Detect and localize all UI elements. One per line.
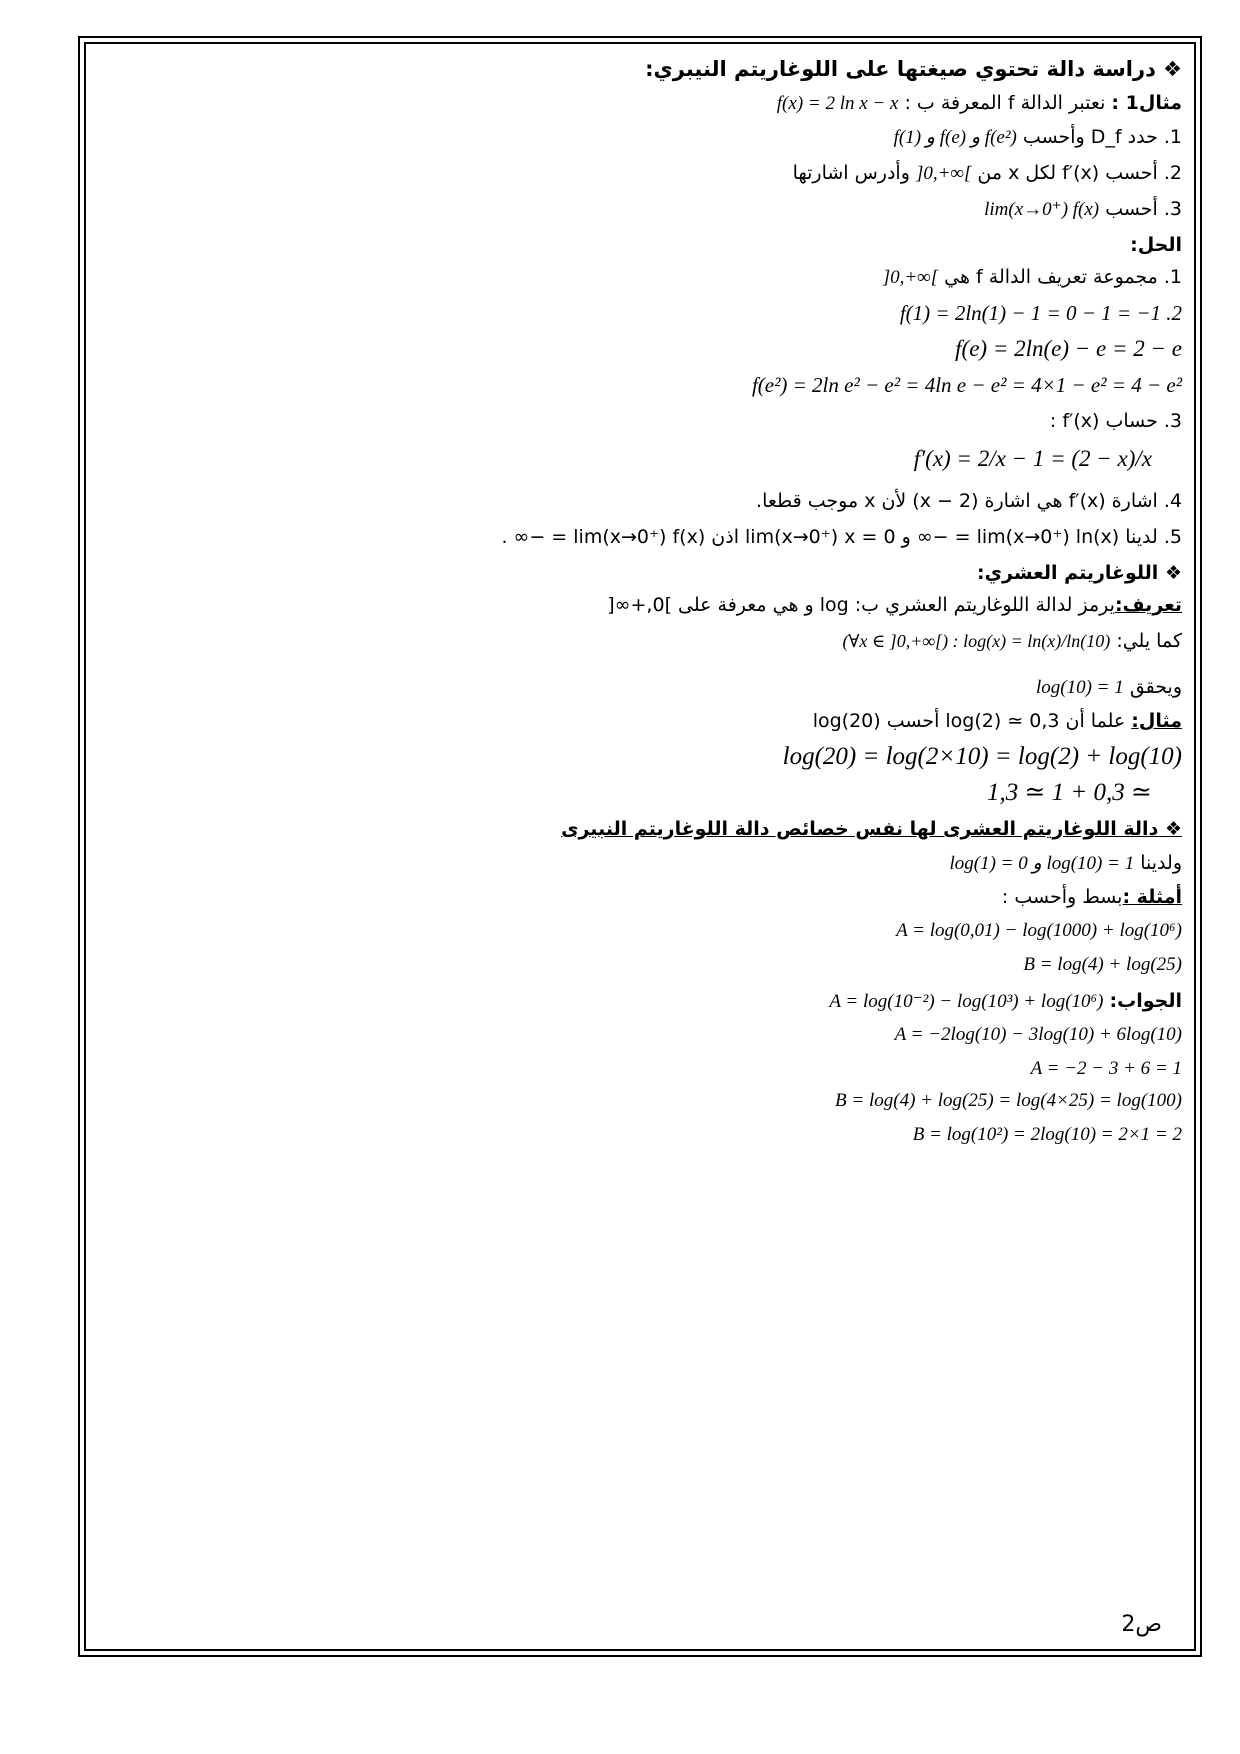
example1-intro-text: نعتبر الدالة f المعرفة ب : — [904, 92, 1106, 114]
definition-formula-line — [100, 626, 1182, 656]
example1-label: مثال1 : — [1111, 92, 1182, 114]
example1-intro — [100, 88, 1182, 119]
bullet-icon: ❖ — [1164, 818, 1182, 840]
example-line — [100, 706, 1182, 736]
B-definition: B = log(4) + log(25) — [1023, 954, 1182, 975]
section2-heading — [100, 558, 1182, 588]
derivative-formula: f′(x) = 2/x − 1 = (2 − x)/x — [913, 446, 1152, 471]
solution-step-4: 4. اشارة f′(x) هي اشارة (2 − x) لأن x موجب قطعا. — [756, 490, 1182, 512]
example-text: علما أن log(2) ≃ 0,3 أحسب log(20) — [812, 710, 1126, 732]
question-2 — [100, 158, 1182, 189]
definition-formula: (∀x ∈ ]0,+∞[) : log(x) = ln(x)/ln(10) — [842, 631, 1111, 651]
bullet-icon: ❖ — [1163, 57, 1182, 81]
solution-step-2c: f(e²) = 2ln e² − e² = 4ln e − e² = 4×1 − e² = 4 − e² — [751, 373, 1182, 397]
answer-B1: B = log(4) + log(25) = log(4×25) = log(100) — [835, 1090, 1182, 1111]
verifies-line — [100, 672, 1182, 703]
solution-step-1-text: 1. مجموعة تعريف الدالة f هي — [944, 266, 1182, 288]
section1-heading — [100, 54, 1182, 84]
bullet-icon: ❖ — [1164, 562, 1182, 584]
solution-step-2a: 2. f(1) = 2ln(1) − 1 = 0 − 1 = −1 — [899, 301, 1182, 325]
we-have-line — [100, 848, 1182, 879]
examples-line — [100, 882, 1182, 912]
solution-step-1 — [100, 262, 1182, 293]
section1-title: دراسة دالة تحتوي صيغتها على اللوغاريتم النيبري: — [645, 57, 1156, 81]
examples-text: بسط وأحسب : — [1001, 886, 1123, 908]
answer-line — [100, 986, 1182, 1017]
as-follows-text: كما يلي: — [1116, 630, 1182, 652]
example1-formula: f(x) = 2 ln x − x — [776, 93, 899, 114]
question-1 — [100, 122, 1182, 153]
section2-title: اللوغاريتم العشري: — [977, 562, 1159, 584]
definition-label: تعريف: — [1114, 594, 1182, 616]
section3-title: دالة اللوغاريتم العشرى لها نفس خصائص دالة اللوغاريتم النبيرى — [561, 818, 1159, 840]
solution-step-1-math: ]0,+∞[ — [882, 267, 939, 288]
answer-label: الجواب: — [1109, 990, 1182, 1012]
example-calc-1: log(20) = log(2×10) = log(2) + log(10) — [782, 743, 1182, 770]
question-1-text: 1. حدد D_f وأحسب — [1022, 126, 1182, 148]
we-have-math: log(1) = 0 و log(10) = 1 — [949, 853, 1135, 874]
question-3-text: 3. أحسب — [1105, 198, 1182, 220]
page-number: ص2 — [1121, 1612, 1162, 1637]
verifies-text: ويحقق — [1129, 676, 1182, 698]
question-2-interval: ]0,+∞[ — [915, 163, 972, 184]
we-have-text: ولدينا — [1140, 852, 1182, 874]
answer-A1: A = log(10⁻²) − log(10³) + log(10⁶) — [829, 991, 1104, 1012]
solution-step-5: 5. لدينا lim(x→0⁺) ln(x) = −∞ و lim(x→0⁺) x = 0 اذن lim(x→0⁺) f(x) = −∞ . — [501, 526, 1182, 548]
question-3 — [100, 194, 1182, 225]
question-1-math: f(1) و f(e) و f(e²) — [893, 127, 1017, 148]
definition-text: يرمز لدالة اللوغاريتم العشري ب: log و هي معرفة على ]0,+∞[ — [607, 594, 1115, 616]
solution-label: الحل: — [1130, 234, 1182, 256]
verifies-math: log(10) = 1 — [1036, 677, 1124, 698]
question-3-math: lim(x→0⁺) f(x) — [984, 199, 1100, 220]
example-label: مثال: — [1131, 710, 1182, 732]
solution-step-3: 3. حساب f′(x) : — [1049, 410, 1182, 432]
solution-step-2b: f(e) = 2ln(e) − e = 2 − e — [955, 336, 1182, 361]
answer-B2: B = log(10²) = 2log(10) = 2×1 = 2 — [912, 1124, 1182, 1145]
A-definition: A = log(0,01) − log(1000) + log(10⁶) — [896, 920, 1182, 941]
answer-A3: A = −2 − 3 + 6 = 1 — [1030, 1058, 1182, 1079]
answer-A2: A = −2log(10) − 3log(10) + 6log(10) — [894, 1024, 1182, 1045]
question-2-text: 2. أحسب f′(x) لكل x من — [977, 162, 1182, 184]
definition — [100, 590, 1182, 620]
section3-heading — [100, 814, 1182, 844]
question-2-end: وأدرس اشارتها — [792, 162, 910, 184]
examples-label: أمثلة : — [1122, 886, 1182, 908]
example-calc-2: ≃ 0,3 + 1 ≃ 1,3 — [986, 779, 1152, 806]
